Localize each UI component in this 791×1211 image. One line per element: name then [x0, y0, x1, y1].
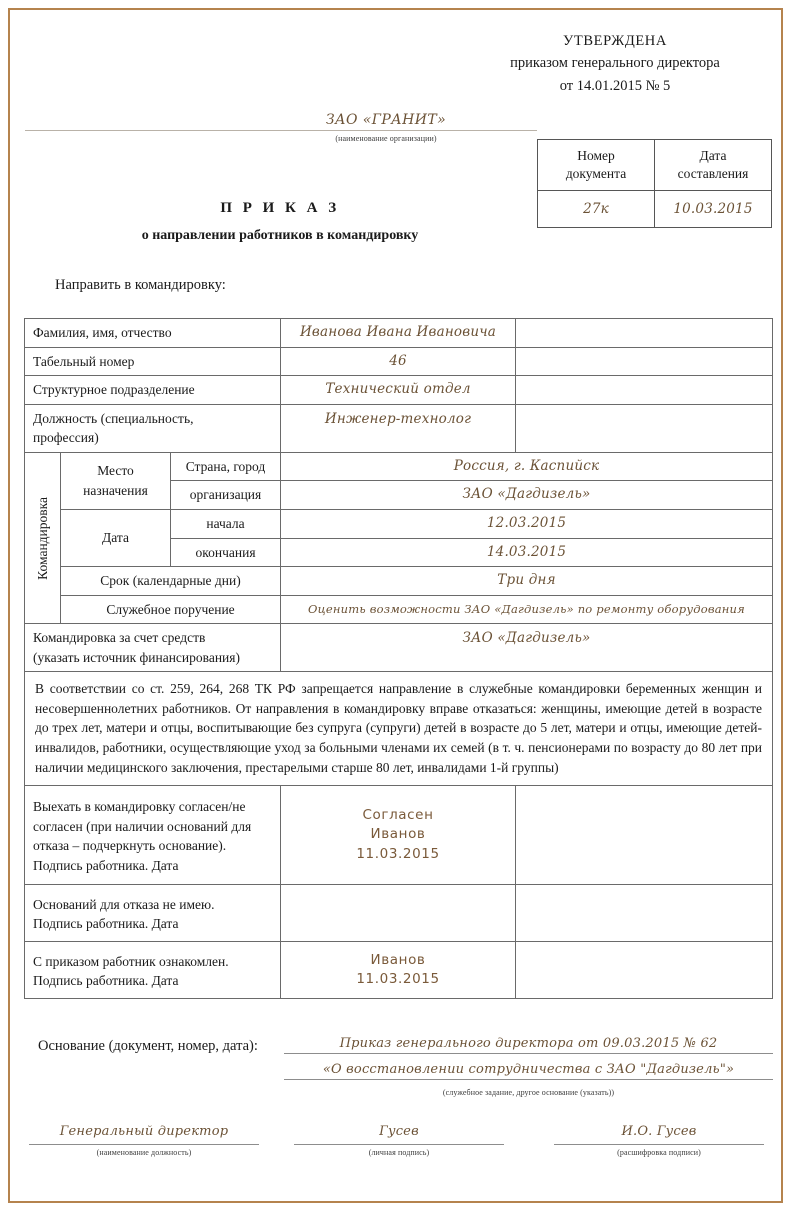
- basis-line-1: Приказ генерального директора от 09.03.2015 № 62: [339, 1036, 718, 1051]
- legal-text: В соответствии со ст. 259, 264, 268 ТК РФ запрещается направление в служебные командировки беременных женщин и несовершеннолетних работников. От направления в командировку вправе отказаться: женщины, имеющие детей в возрасте до трех лет, матери и отцы, воспитывающие без супруга (супруги) детей в возрасте до 5 лет, матери и отцы, имеющие детей-инвалидов, работники, осуществляющие уход за больными членами их семей (в т. ч. пенсионерами по возрасту до 80 лет при наличии медицинского заключения, престарелыми старше 80 лет, инвалидами 1-й группы): [25, 672, 773, 786]
- position-spare-cell: [516, 404, 773, 452]
- term-label: Срок (календарные дни): [61, 567, 281, 596]
- position-value: Инженер-технолог: [281, 404, 516, 452]
- country-city-value: Россия, г. Каспийск: [281, 452, 773, 481]
- consent1-signature-word: Согласен: [362, 806, 434, 823]
- consent1-label-line3: отказа – подчеркнуть основание).: [33, 838, 227, 854]
- funding-value: ЗАО «Дагдизель»: [281, 624, 773, 672]
- table-row-date-start: [25, 509, 773, 538]
- date-label: Дата: [61, 509, 171, 566]
- position-label-line2: профессия): [33, 430, 99, 446]
- basis-caption: (служебное задание, другое основание (указать)): [442, 1088, 615, 1097]
- trip-vertical-label-cell: [25, 452, 61, 623]
- consent1-spare-cell: [516, 786, 773, 885]
- position-label: [25, 404, 281, 452]
- table-row-position: [25, 404, 773, 452]
- position-label-line1: Должность (специальность,: [33, 410, 194, 426]
- tab-number-spare-cell: [516, 347, 773, 376]
- main-form-table: [24, 318, 773, 999]
- table-row-consent-2: [25, 885, 773, 942]
- consent3-label: [25, 942, 281, 999]
- docnum-header-row: [538, 140, 772, 191]
- page-subtitle: о направлении работников в командировку: [141, 228, 419, 243]
- basis-line-2: «О восстановлении сотрудничества с ЗАО "Дагдизель"»: [322, 1062, 735, 1077]
- consent1-signature: [281, 786, 516, 885]
- date-start-value: 12.03.2015: [281, 509, 773, 538]
- fio-label: Фамилия, имя, отчество: [25, 319, 281, 348]
- funding-label-line2: (указать источник финансирования): [33, 649, 240, 665]
- table-row-assignment: [25, 595, 773, 624]
- consent1-signature-name: Иванов: [370, 826, 426, 843]
- table-row-tab-number: [25, 347, 773, 376]
- approval-line-2: приказом генерального директора: [510, 55, 720, 72]
- approval-line-3: от 14.01.2015 № 5: [559, 77, 671, 94]
- tab-number-value: 46: [281, 347, 516, 376]
- consent3-signature: [281, 942, 516, 999]
- table-row-term: [25, 567, 773, 596]
- signature-sign-column: [294, 1124, 504, 1157]
- organization-block: [25, 112, 537, 143]
- table-row-funding: [25, 624, 773, 672]
- basis-label: Основание (документ, номер, дата):: [38, 1038, 258, 1054]
- approval-block: [465, 30, 765, 97]
- date-start-label: начала: [171, 509, 281, 538]
- document-number-table: [537, 139, 772, 228]
- consent2-spare-cell: [516, 885, 773, 942]
- docnum-value-date: 10.03.2015: [655, 191, 772, 228]
- basis-line-2-rule: [284, 1062, 773, 1080]
- table-row-country-city: [25, 452, 773, 481]
- fio-spare-cell: [516, 319, 773, 348]
- consent1-label: [25, 786, 281, 885]
- docnum-header-number-line1: Номер: [577, 147, 615, 163]
- signature-sign-value: Гусев: [379, 1124, 419, 1139]
- organization-caption: (наименование организации): [335, 134, 437, 143]
- department-spare-cell: [516, 376, 773, 405]
- place-label-line1: Место: [97, 463, 134, 479]
- signature-row: [24, 1124, 772, 1184]
- page-title: П Р И К А З: [220, 200, 340, 216]
- organization-value: ЗАО «Дагдизель»: [281, 481, 773, 510]
- date-end-value: 14.03.2015: [281, 538, 773, 567]
- consent3-label-line1: С приказом работник ознакомлен.: [33, 953, 229, 969]
- assignment-value: Оценить возможности ЗАО «Дагдизель» по ремонту оборудования: [281, 595, 773, 624]
- consent1-signature-date: 11.03.2015: [356, 845, 440, 862]
- consent1-label-line1: Выехать в командировку согласен/не: [33, 799, 246, 814]
- assignment-label: Служебное поручение: [61, 595, 281, 624]
- date-end-label: окончания: [171, 538, 281, 567]
- trip-vertical-label: Командировка: [34, 496, 50, 580]
- table-row-fio: [25, 319, 773, 348]
- consent1-label-line4: Подпись работника. Дата: [33, 857, 179, 873]
- docnum-header-number: [538, 140, 655, 191]
- docnum-header-date: [655, 140, 772, 191]
- table-row-legal-text: [25, 672, 773, 786]
- consent3-signature-name: Иванов: [370, 951, 426, 968]
- table-row-department: [25, 376, 773, 405]
- consent3-spare-cell: [516, 942, 773, 999]
- docnum-header-date-line1: Дата: [699, 147, 727, 163]
- fio-value: Иванова Ивана Ивановича: [281, 319, 516, 348]
- table-row-consent-1: [25, 786, 773, 885]
- funding-label: [25, 624, 281, 672]
- term-value: Три дня: [281, 567, 773, 596]
- signature-position-column: [29, 1124, 259, 1157]
- country-city-label: Страна, город: [171, 452, 281, 481]
- place-label: [61, 452, 171, 509]
- consent2-label-line2: Подпись работника. Дата: [33, 916, 179, 932]
- signature-name-value: И.О. Гусев: [621, 1124, 697, 1139]
- consent3-label-line2: Подпись работника. Дата: [33, 973, 179, 989]
- approval-line-1: УТВЕРЖДЕНА: [563, 33, 667, 49]
- department-label: Структурное подразделение: [25, 376, 281, 405]
- consent1-label-line2: согласен (при наличии оснований для: [33, 818, 252, 834]
- table-row-consent-3: [25, 942, 773, 999]
- signature-name-caption: (расшифровка подписи): [617, 1148, 701, 1157]
- docnum-value-number: 27к: [538, 191, 655, 228]
- department-value: Технический отдел: [281, 376, 516, 405]
- signature-position-value: Генеральный директор: [59, 1124, 229, 1139]
- tab-number-label: Табельный номер: [25, 347, 281, 376]
- docnum-value-row: [538, 191, 772, 228]
- basis-line-1-rule: [284, 1036, 773, 1054]
- signature-sign-caption: (личная подпись): [368, 1148, 430, 1157]
- signature-position-caption: (наименование должность): [96, 1148, 192, 1157]
- organization-label: организация: [171, 481, 281, 510]
- signature-name-column: [554, 1124, 764, 1157]
- consent2-label: [25, 885, 281, 942]
- docnum-header-number-line2: документа: [565, 166, 627, 181]
- consent2-label-line1: Оснований для отказа не имею.: [33, 896, 215, 912]
- consent3-signature-date: 11.03.2015: [356, 971, 440, 988]
- place-label-line2: назначения: [83, 482, 148, 498]
- organization-name: ЗАО «ГРАНИТ»: [325, 112, 447, 128]
- docnum-header-date-line2: составления: [677, 166, 749, 181]
- send-to-trip-line: Направить в командировку:: [55, 277, 226, 293]
- funding-label-line1: Командировка за счет средств: [33, 630, 206, 646]
- consent2-signature: [281, 885, 516, 942]
